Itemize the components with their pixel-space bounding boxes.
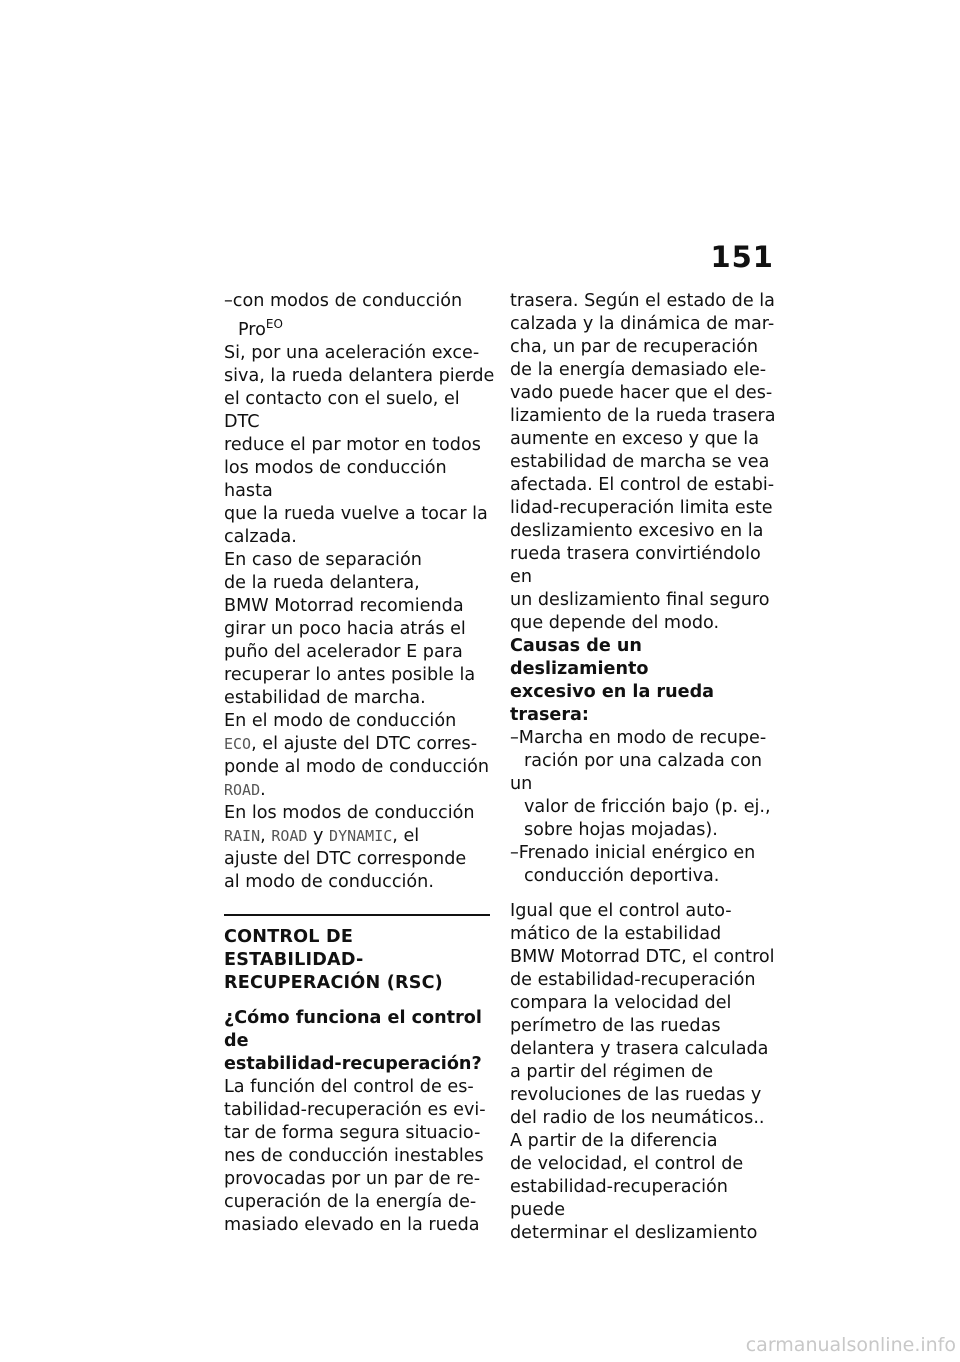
left-column xyxy=(224,290,496,1237)
paragraph-eco-mode xyxy=(224,710,496,802)
text-line: del radio de los neumáticos.. xyxy=(510,1108,765,1128)
section-title-line: CONTROL DE ESTABILIDAD- xyxy=(224,927,364,970)
list-item-eco-mode xyxy=(224,290,496,342)
mode-road-label: ROAD xyxy=(224,781,261,799)
text-line: revoluciones de las ruedas y xyxy=(510,1085,762,1105)
text-line: al modo de conducción. xyxy=(224,872,434,892)
eco-pro-label: Pro xyxy=(238,320,266,340)
text-line: lidad-recuperación limita este xyxy=(510,498,773,518)
text-line: a partir del régimen de xyxy=(510,1062,714,1082)
eco-pro-superscript: EO xyxy=(265,317,283,331)
text-line: trasera. Según el estado de la xyxy=(510,291,775,311)
text-line: En caso de separación xyxy=(224,550,422,570)
causes-heading-line: Causas de un deslizamiento xyxy=(510,636,649,679)
causes-heading-line: excesivo en la rueda trasera: xyxy=(510,682,715,725)
text-line: . xyxy=(260,780,266,800)
text-line: que depende del modo. xyxy=(510,613,720,633)
text-line: un deslizamiento final seguro xyxy=(510,590,770,610)
text-line: ponde al modo de conducción xyxy=(224,757,489,777)
text-line: compara la velocidad del xyxy=(510,993,732,1013)
list-item-text: ración por una calzada con un xyxy=(510,751,763,794)
list-item-text: –con modos de conducción xyxy=(224,291,463,311)
text-line: que la rueda vuelve a tocar la xyxy=(224,504,488,524)
text-line: siva, la rueda delantera pierde xyxy=(224,366,495,386)
text-line: estabilidad de marcha. xyxy=(224,688,426,708)
paragraph-dtc-lift xyxy=(224,342,496,549)
text-line: ajuste del DTC corresponde xyxy=(224,849,467,869)
text-line: de la rueda delantera, xyxy=(224,573,420,593)
text-line: cuperación de la energía de- xyxy=(224,1192,477,1212)
text-line: BMW Motorrad recomienda xyxy=(224,596,464,616)
text-line: rueda trasera convirtiéndolo en xyxy=(510,544,761,587)
list-item-text: –Marcha en modo de recupe- xyxy=(510,728,767,748)
subheading-line: estabilidad-recuperación? xyxy=(224,1054,482,1074)
text-line: afectada. El control de estabi- xyxy=(510,475,775,495)
paragraph-other-modes xyxy=(224,802,496,894)
text-line: tabilidad-recuperación es evi- xyxy=(224,1100,486,1120)
section-title-line: RECUPERACIÓN (RSC) xyxy=(224,973,443,993)
causes-heading xyxy=(510,635,782,727)
list-item-cause-1 xyxy=(510,727,782,842)
section-title xyxy=(224,926,496,995)
text-line: vado puede hacer que el des- xyxy=(510,383,773,403)
subheading-line: ¿Cómo funciona el control de xyxy=(224,1008,482,1051)
paragraph-rsc-continued xyxy=(510,290,782,635)
paragraph-recommendation xyxy=(224,549,496,710)
mode-dynamic-label: DYNAMIC xyxy=(329,827,393,845)
text-line: determinar el deslizamiento xyxy=(510,1223,758,1243)
text-line: deslizamiento excesivo en la xyxy=(510,521,764,541)
right-column xyxy=(510,290,782,1245)
text-line: girar un poco hacia atrás el xyxy=(224,619,466,639)
text-line: de estabilidad-recuperación xyxy=(510,970,756,990)
text-line: masiado elevado en la rueda xyxy=(224,1215,480,1235)
list-item-text: sobre hojas mojadas). xyxy=(524,820,718,840)
text-line: La función del control de es- xyxy=(224,1077,474,1097)
list-item-text: –Frenado inicial enérgico en xyxy=(510,843,756,863)
text-line: , el xyxy=(392,826,420,846)
page-number: 151 xyxy=(710,240,774,274)
list-item-text: conducción deportiva. xyxy=(524,866,720,886)
text-line: provocadas por un par de re- xyxy=(224,1169,481,1189)
text-line: de velocidad, el control de xyxy=(510,1154,744,1174)
text-line: puño del acelerador E para xyxy=(224,642,463,662)
text-line: BMW Motorrad DTC, el control xyxy=(510,947,775,967)
text-line: estabilidad de marcha se vea xyxy=(510,452,770,472)
paragraph-rsc-slip xyxy=(510,1130,782,1245)
text-line: aumente en exceso y que la xyxy=(510,429,759,449)
mode-road-label: ROAD xyxy=(271,827,308,845)
text-line: En el modo de conducción xyxy=(224,711,457,731)
text-line: mático de la estabilidad xyxy=(510,924,722,944)
paragraph-rsc-comparison xyxy=(510,900,782,1130)
text-line: cha, un par de recuperación xyxy=(510,337,759,357)
text-line: reduce el par motor en todos xyxy=(224,435,481,455)
text-line: y xyxy=(307,826,330,846)
text-line: los modos de conducción hasta xyxy=(224,458,447,501)
text-line: calzada y la dinámica de mar- xyxy=(510,314,775,334)
text-line: Igual que el control auto- xyxy=(510,901,732,921)
text-line: el contacto con el suelo, el DTC xyxy=(224,389,460,432)
text-line: , el ajuste del DTC corres- xyxy=(251,734,478,754)
section-divider xyxy=(224,914,490,916)
text-line: de la energía demasiado ele- xyxy=(510,360,767,380)
text-line: calzada. xyxy=(224,527,297,547)
list-item-text: valor de fricción bajo (p. ej., xyxy=(524,797,771,817)
watermark: carmanualsonline.info xyxy=(745,1334,956,1356)
text-line: estabilidad-recuperación puede xyxy=(510,1177,728,1220)
subheading xyxy=(224,1007,496,1076)
text-line: En los modos de conducción xyxy=(224,803,475,823)
mode-eco-label: ECO xyxy=(224,735,252,753)
text-line: lizamiento de la rueda trasera xyxy=(510,406,776,426)
text-line: Si, por una aceleración exce- xyxy=(224,343,480,363)
text-line: , xyxy=(260,826,272,846)
text-line: perímetro de las ruedas xyxy=(510,1016,721,1036)
list-item-text xyxy=(224,317,283,340)
text-line: tar de forma segura situacio- xyxy=(224,1123,481,1143)
mode-rain-label: RAIN xyxy=(224,827,261,845)
text-line: delantera y trasera calculada xyxy=(510,1039,769,1059)
paragraph-rsc-function xyxy=(224,1076,496,1237)
text-line: nes de conducción inestables xyxy=(224,1146,484,1166)
text-line: recuperar lo antes posible la xyxy=(224,665,476,685)
text-line: A partir de la diferencia xyxy=(510,1131,718,1151)
list-item-cause-2 xyxy=(510,842,782,888)
